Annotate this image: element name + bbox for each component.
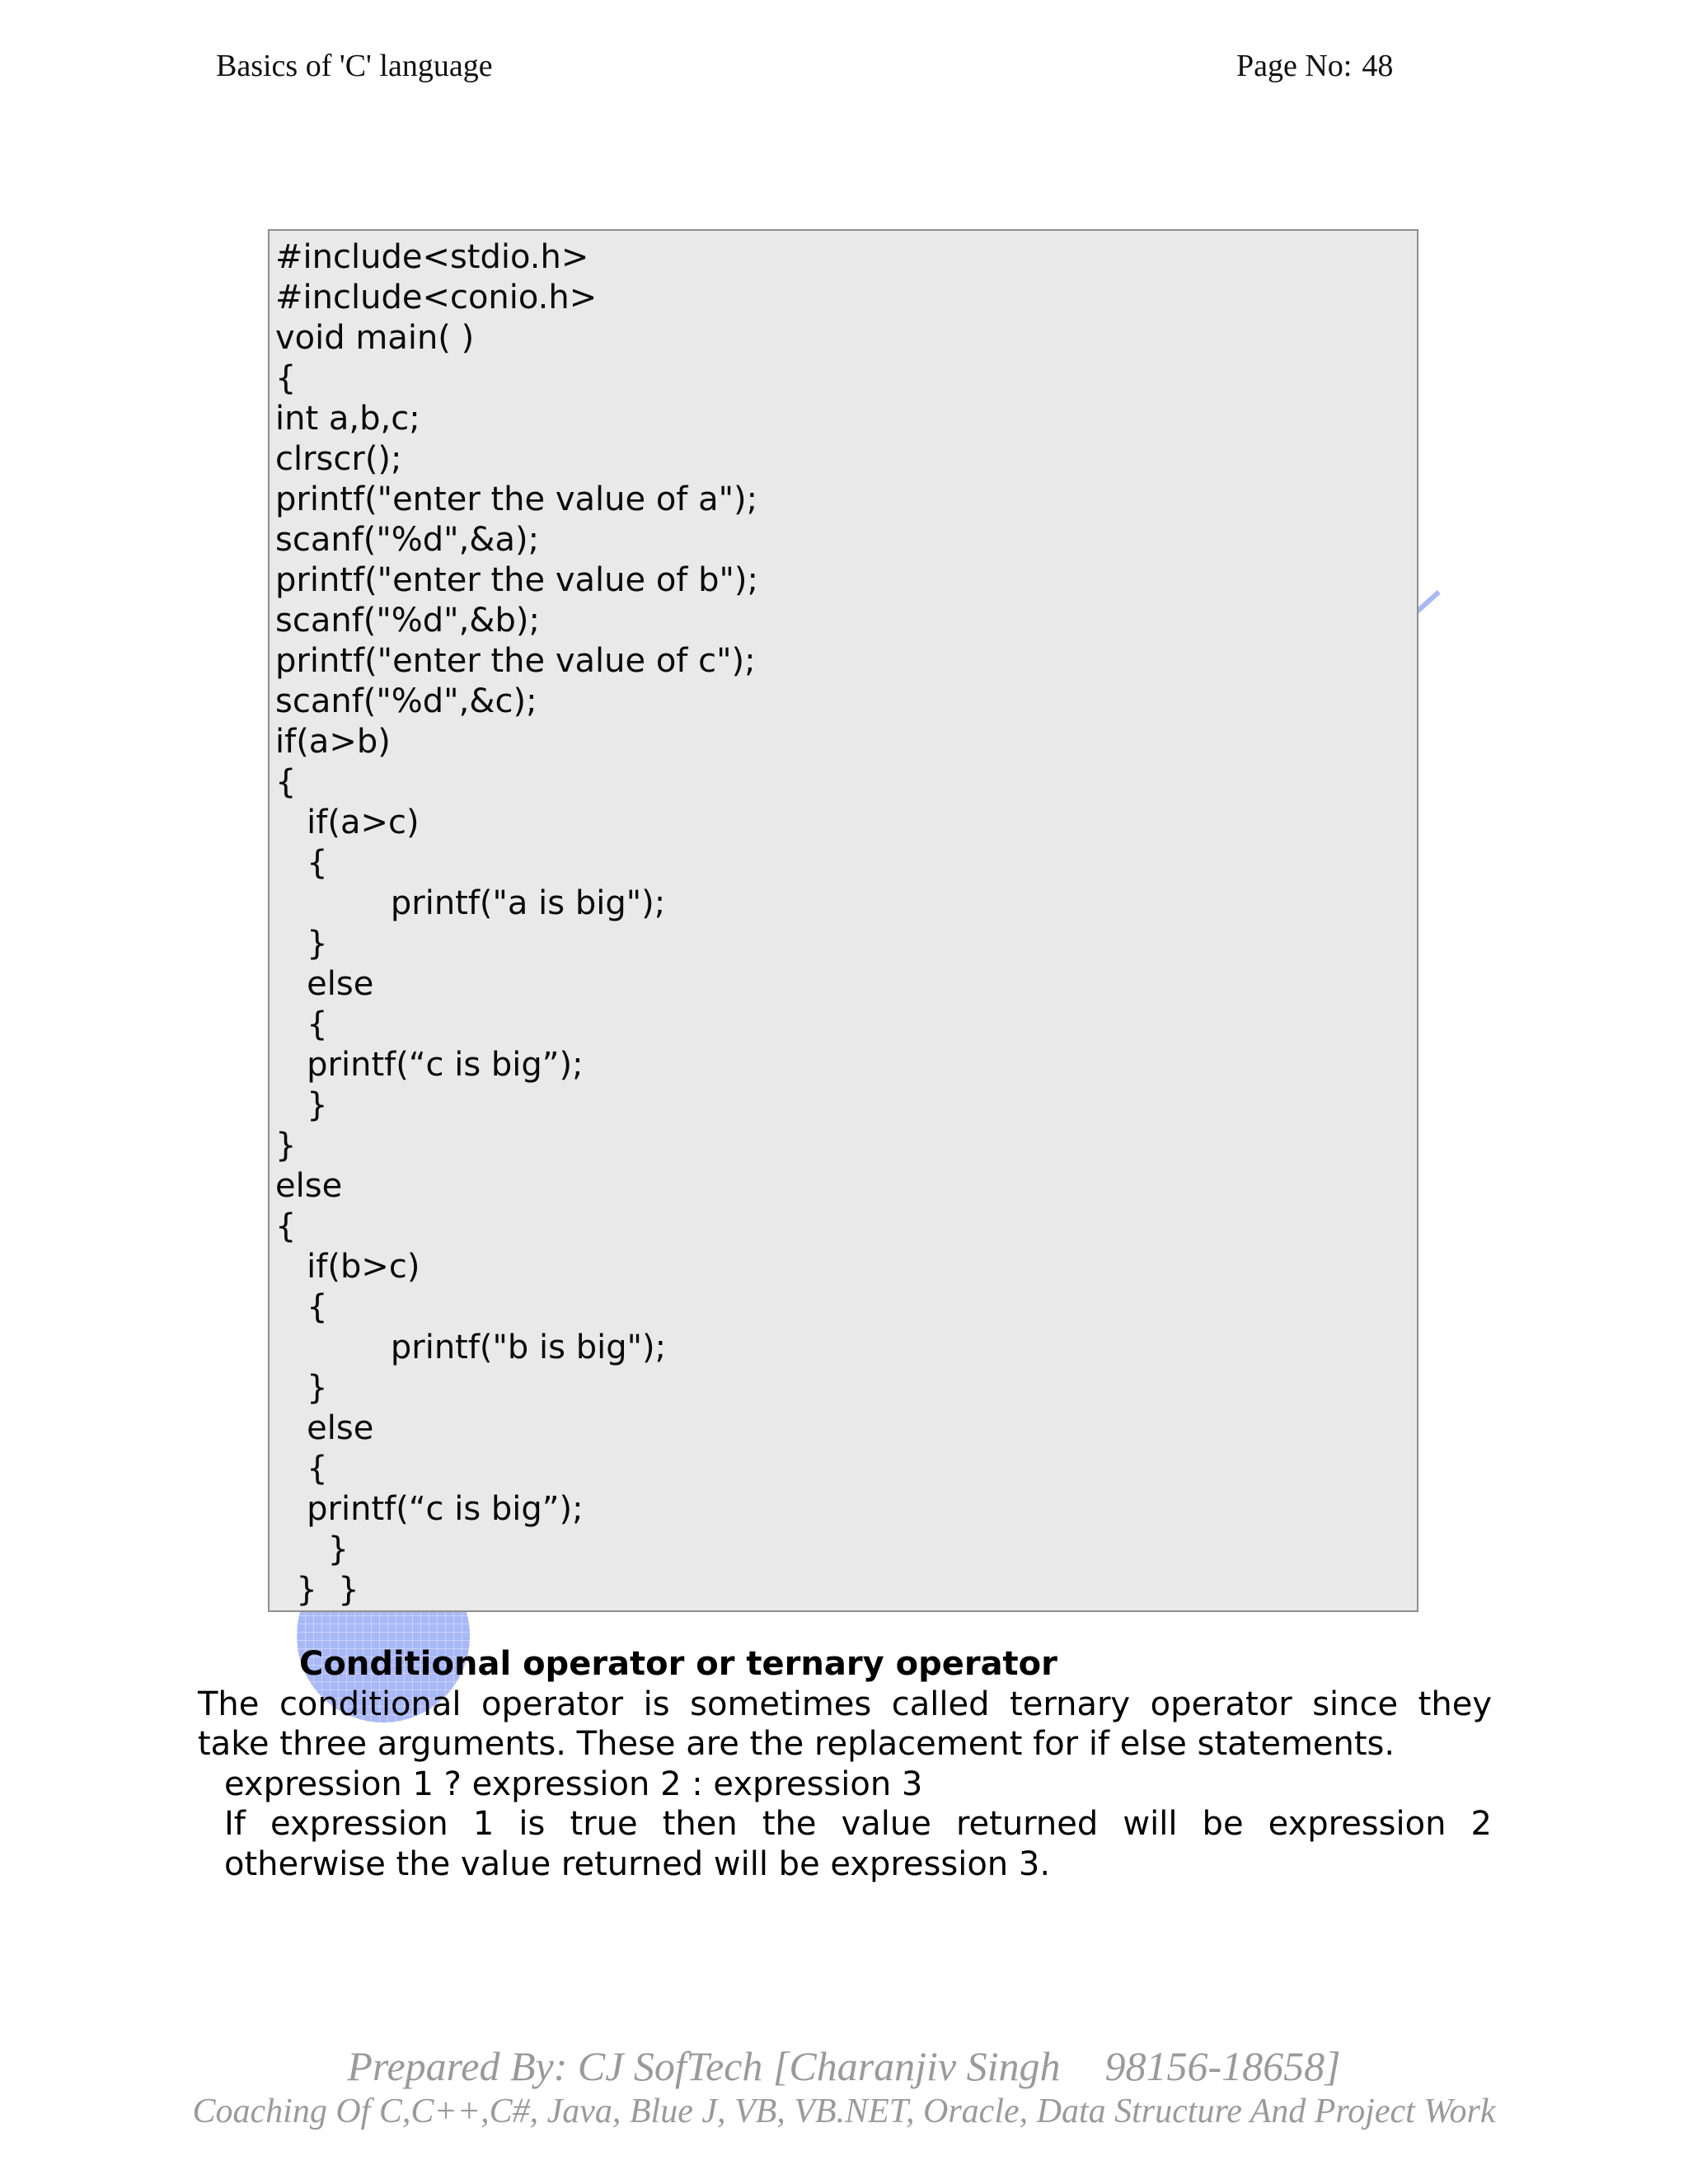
code-line: scanf("%d",&c); <box>275 682 537 720</box>
page-number: 48 <box>1362 49 1394 83</box>
paragraph-line: take three arguments. These are the replacement for if else statements. <box>198 1725 1395 1763</box>
code-line: { <box>275 1207 297 1245</box>
code-line: printf("enter the value of a"); <box>275 480 758 518</box>
code-line: { <box>275 844 328 882</box>
code-line: } <box>275 925 328 963</box>
code-line: { <box>275 1450 328 1488</box>
code-line: scanf("%d",&a); <box>275 521 540 559</box>
code-line: printf("enter the value of c"); <box>275 642 756 680</box>
code-line: } <box>275 1127 297 1165</box>
code-line: scanf("%d",&b); <box>275 602 540 640</box>
page-number-label <box>1236 48 1393 84</box>
code-line: printf("enter the value of b"); <box>275 561 758 599</box>
footer-author: Prepared By: CJ SofTech [Charanjiv Singh <box>347 2043 1061 2089</box>
code-line: clrscr(); <box>275 440 402 478</box>
code-line: else <box>275 965 374 1003</box>
code-line: } } <box>275 1571 359 1609</box>
header-title: Basics of 'C' language <box>216 49 493 83</box>
code-line: } <box>275 1086 328 1124</box>
code-line: else <box>275 1409 374 1447</box>
code-line: } <box>275 1530 349 1568</box>
code-line: int a,b,c; <box>275 400 420 438</box>
code-line: { <box>275 1005 328 1043</box>
footer-phone: 98156-18658] <box>1104 2043 1341 2089</box>
footer-prepared-by <box>0 2042 1688 2090</box>
code-line: void main( ) <box>275 319 475 357</box>
paragraph-line: The conditional operator is sometimes called ternary operator since they <box>198 1685 1492 1723</box>
code-line: if(b>c) <box>275 1248 420 1286</box>
code-line: printf(“c is big”); <box>275 1046 584 1084</box>
syntax-line: expression 1 ? expression 2 : expression 3 <box>224 1765 923 1803</box>
code-line: printf(“c is big”); <box>275 1490 584 1528</box>
code-line: } <box>275 1369 328 1407</box>
code-line: { <box>275 359 297 397</box>
code-line: if(a>b) <box>275 723 391 761</box>
explanation-line: otherwise the value returned will be expression 3. <box>224 1844 1051 1883</box>
code-line: { <box>275 763 297 801</box>
code-line: { <box>275 1288 328 1326</box>
code-line: printf("b is big"); <box>275 1329 667 1366</box>
explanation-line: If expression 1 is true then the value returned will be expression 2 <box>224 1805 1492 1843</box>
conditional-operator-section <box>198 1644 1492 1884</box>
code-listing <box>268 229 1418 1612</box>
code-line: else <box>275 1167 343 1205</box>
section-heading: Conditional operator or ternary operator <box>299 1645 1057 1683</box>
code-line: if(a>c) <box>275 804 420 841</box>
page-label: Page No: <box>1236 49 1353 83</box>
code-line: #include<conio.h> <box>275 279 598 316</box>
code-line: #include<stdio.h> <box>275 238 589 276</box>
footer-courses: Coaching Of C,C++,C#, Java, Blue J, VB, VB.NET, Oracle, Data Structure And Project Work <box>192 2093 1496 2130</box>
code-line: printf("a is big"); <box>275 884 666 922</box>
